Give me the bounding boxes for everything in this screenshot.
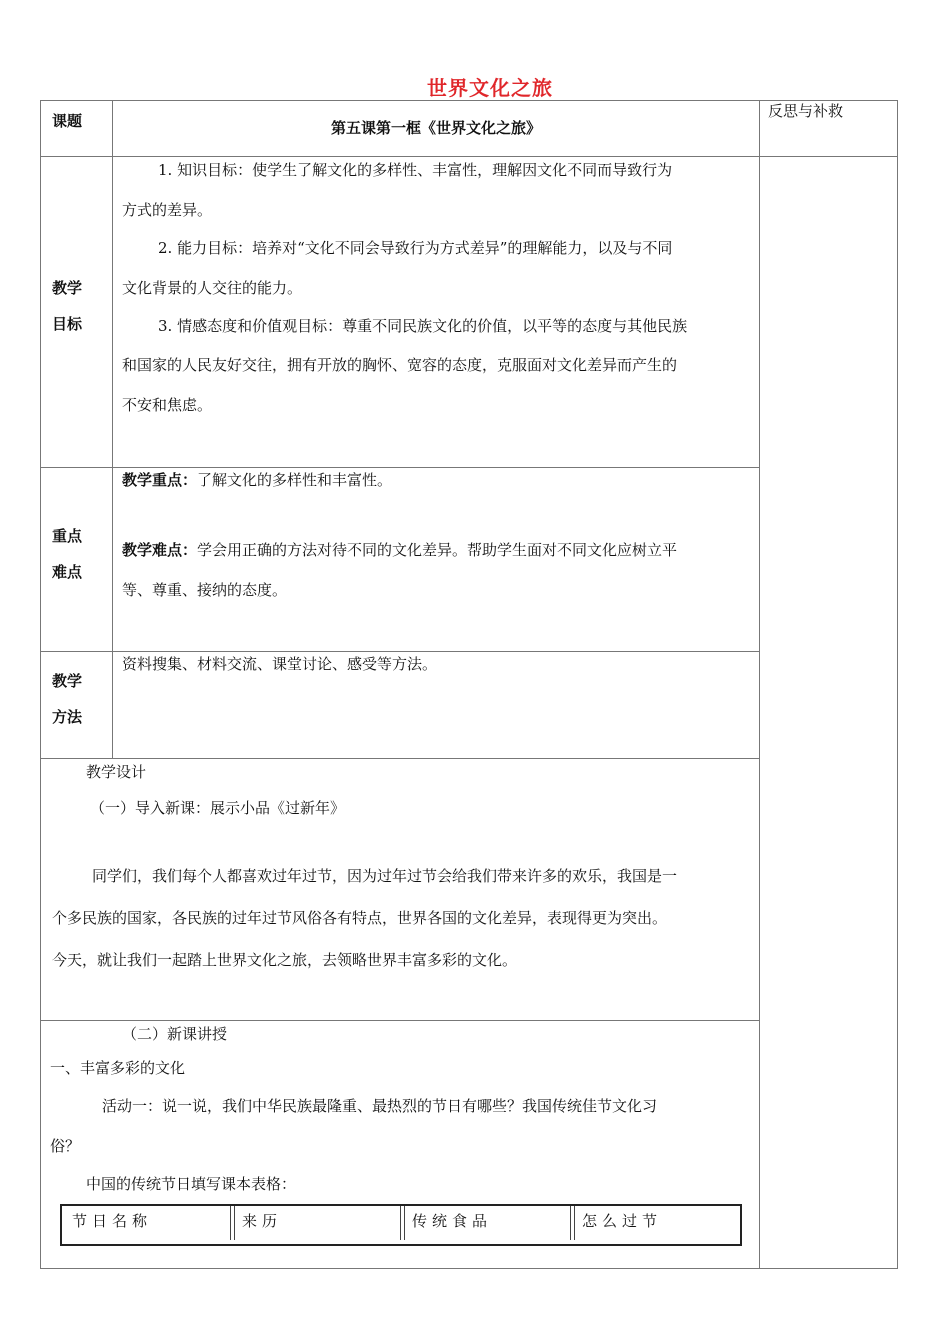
keypoints-label-line-2: 难点: [52, 563, 83, 581]
focus-line: [122, 462, 392, 498]
objectives-line-3: 2. 能力目标：培养对“文化不同会导致行为方式差异”的理解能力，以及与不同: [158, 239, 673, 257]
reflection-column-divider: [759, 100, 760, 1268]
objectives-line-7: 不安和焦虑。: [122, 396, 213, 414]
reflection-header: 反思与补救: [768, 102, 844, 120]
objectives-line-6: 和国家的人民友好交往，拥有开放的胸怀、宽容的态度，克服面对文化差异而产生的: [122, 356, 678, 374]
festival-col-sep-1: [230, 1206, 231, 1240]
design-paragraph-line-3: 今天，就让我们一起踏上世界文化之旅，去领略世界丰富多彩的文化。: [52, 951, 518, 969]
festival-header-name: 节日名称: [72, 1212, 153, 1230]
difficulty-label: 教学难点：: [122, 541, 198, 559]
section-heading: 一、丰富多彩的文化: [50, 1059, 186, 1077]
festival-header-food: 传统食品: [412, 1212, 493, 1230]
design-intro: （一）导入新课：展示小品《过新年》: [90, 799, 346, 817]
festival-col-sep-2: [400, 1206, 401, 1240]
topic-label: 课题: [52, 112, 83, 130]
objectives-label-line-2: 目标: [52, 315, 83, 333]
activity-line-2: 俗？: [50, 1137, 81, 1155]
table-border-right: [897, 100, 898, 1268]
new-lesson-heading: （二）新课讲授: [122, 1025, 228, 1043]
table-border-left: [40, 100, 41, 1268]
keypoints-label: [52, 518, 82, 590]
label-column-divider: [112, 100, 113, 758]
objectives-line-4: 文化背景的人交往的能力。: [122, 279, 303, 297]
methods-label: [52, 663, 82, 735]
table-border-bottom: [40, 1268, 898, 1269]
objectives-label-line-1: 教学: [52, 279, 83, 297]
difficulty-line: [122, 532, 677, 568]
topic-value: 第五课第一框《世界文化之旅》: [330, 119, 541, 137]
difficulty-line-2: 等、尊重、接纳的态度。: [122, 581, 288, 599]
festival-col-sep-3b: [574, 1206, 575, 1240]
objectives-line-1: 1. 知识目标：使学生了解文化的多样性、丰富性，理解因文化不同而导致行为: [158, 161, 673, 179]
difficulty-text: 学会用正确的方法对待不同的文化差异。帮助学生面对不同文化应树立平: [197, 541, 678, 559]
methods-label-line-2: 方法: [52, 708, 83, 726]
design-paragraph-line-2: 个多民族的国家，各民族的过年过节风俗各有特点，世界各国的文化差异，表现得更为突出。: [52, 909, 668, 927]
design-paragraph-line-1: 同学们，我们每个人都喜欢过年过节，因为过年过节会给我们带来许多的欢乐，我国是一: [92, 867, 678, 885]
festival-col-sep-1b: [234, 1206, 235, 1240]
document-title: 世界文化之旅: [427, 76, 553, 100]
methods-label-line-1: 教学: [52, 672, 83, 690]
festival-col-sep-2b: [404, 1206, 405, 1240]
activity-line-1: 活动一：说一说，我们中华民族最隆重、最热烈的节日有哪些？我国传统佳节文化习: [102, 1097, 658, 1115]
design-heading: 教学设计: [86, 763, 147, 781]
row-divider-methods: [40, 758, 760, 759]
festival-table: [60, 1204, 742, 1246]
focus-text: 了解文化的多样性和丰富性。: [197, 471, 393, 489]
methods-text: 资料搜集、材料交流、课堂讨论、感受等方法。: [122, 655, 438, 673]
objectives-line-2: 方式的差异。: [122, 201, 213, 219]
objectives-line-5: 3. 情感态度和价值观目标：尊重不同民族文化的价值，以平等的态度与其他民族: [158, 317, 688, 335]
festival-header-custom: 怎么过节: [582, 1212, 663, 1230]
festival-header-origin: 来历: [242, 1212, 283, 1230]
table-intro: 中国的传统节日填写课本表格：: [86, 1175, 297, 1193]
keypoints-label-line-1: 重点: [52, 527, 83, 545]
objectives-label: [52, 270, 82, 342]
focus-label: 教学重点：: [122, 471, 198, 489]
festival-col-sep-3: [570, 1206, 571, 1240]
